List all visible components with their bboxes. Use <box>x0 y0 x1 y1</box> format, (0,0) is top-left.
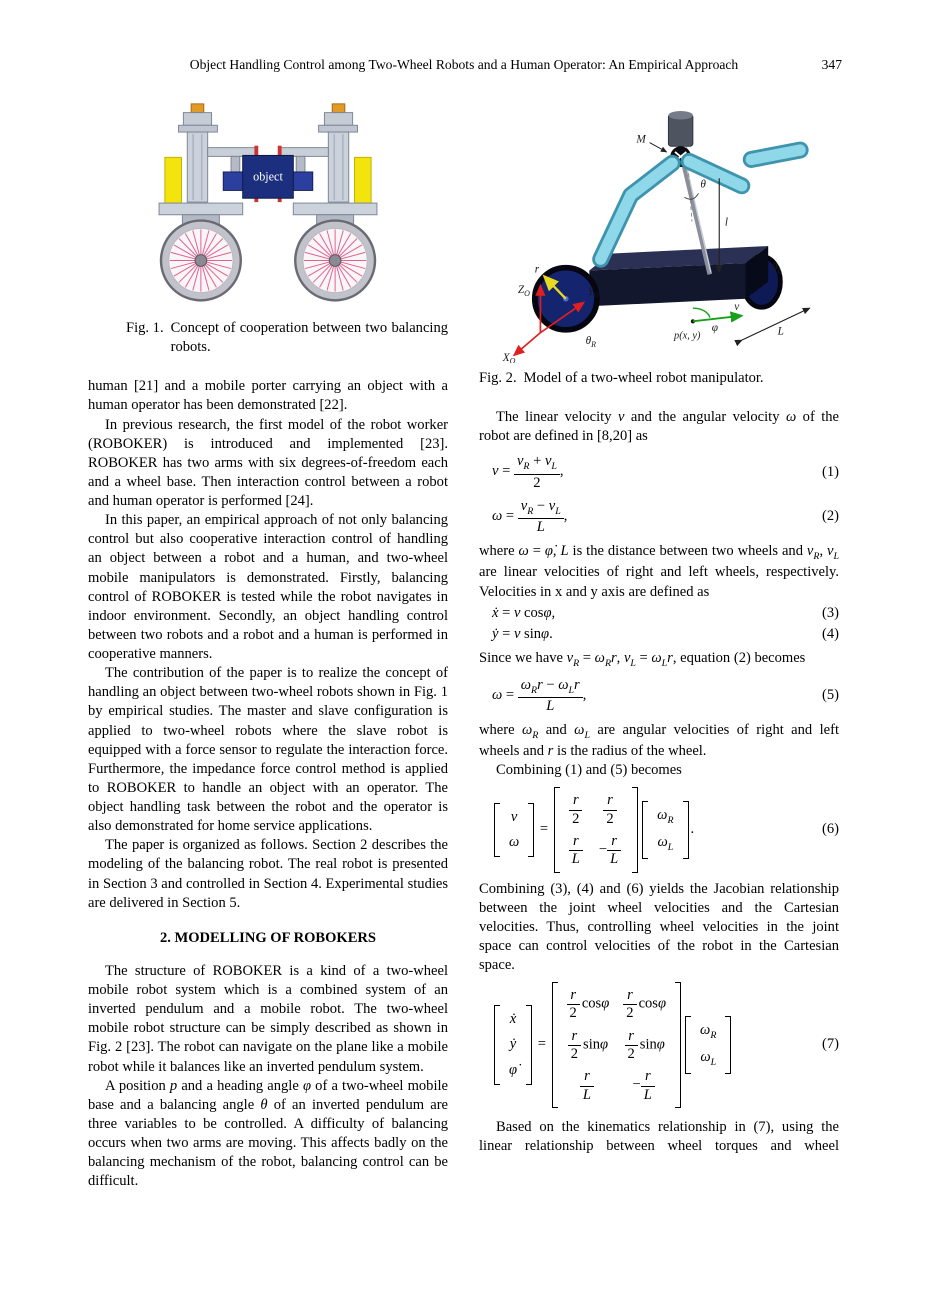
left-arm <box>601 163 673 259</box>
z-axis-label: $Z_O$ <box>517 284 530 298</box>
chassis <box>589 246 768 306</box>
equation-2 <box>479 498 839 536</box>
paragraph: The contribution of the paper is to realize the concept of handling an object between two-wheel robots shown in Fig. 1 by empirical studies. The master and slave configuration is applied to two-wheel robots where the slave robot is equipped with a force sensor to regulate the interaction force. Furthermore, the impedance force control method is applied to ROBOKER to handle an object with an operator. The object handling task between the robot and the operator is also demonstrated for home service applications. <box>88 665 448 835</box>
paragraph: The paper is organized as follows. Section 2 describes the modeling of the balancing robot. The real robot is presented in Section 3 and controlled in Section 4. Experimental studies are delivered in Section 5. <box>88 837 448 911</box>
equation-body: v = $\frac{v_R + v_L}{2}$ , <box>492 453 564 491</box>
figure-2 <box>479 99 839 363</box>
running-title: Object Handling Control among Two-Wheel Robots and a Human Operator: An Empirical Approach <box>189 57 739 72</box>
equation-7 <box>479 982 839 1108</box>
figure-2-illustration <box>499 99 819 363</box>
figure-1-caption-text: Concept of cooperation between two balancing robots. <box>170 320 448 356</box>
heading-angle-arc <box>693 308 710 317</box>
equation-3 <box>479 604 839 623</box>
equation-number: (3) <box>822 604 839 621</box>
head-cylinder <box>668 111 692 146</box>
section-heading: 2. MODELLING OF ROBOKERS <box>159 929 377 946</box>
equation-body: ω = $\frac{v_R - v_L}{L}$ , <box>492 497 568 536</box>
figure-1-illustration <box>122 99 414 313</box>
right-column <box>479 99 839 1191</box>
figure-2-caption-label: Fig. 2. <box>479 370 517 386</box>
equation-number: (6) <box>822 821 839 838</box>
velocity-label: v <box>734 301 740 314</box>
paragraph: Since we have $v_R = \omega_Rr$, $v_L = \omega_Lr$, equation (2) becomes <box>479 649 806 669</box>
running-header <box>88 57 840 75</box>
velocity-arrow <box>693 316 742 322</box>
figure-1-caption-label: Fig. 1. <box>126 320 164 336</box>
figure-2-caption <box>479 369 839 388</box>
equation-body: ẋ ẏ φ̇ = $\frac{r}{2}$ cosφ $\frac{r}{2}$ cosφ $\frac{r}{2}$ sinφ $\frac{r}{2}$ sinφ $\frac{r}{L}$ − $\frac{r}{L}$ $\omega_R$ $\omega_L$ <box>479 982 805 1108</box>
heading-angle-label: φ <box>711 321 718 334</box>
equation-body: v ω = $\frac{r}{2}$ $\frac{r}{2}$ $\frac{r}{L}$ − $\frac{r}{L}$ $\omega_R$ $\omega_L$. <box>479 787 805 872</box>
position-label: p(x, y) <box>674 330 701 342</box>
pendulum-length-label: l <box>724 216 729 229</box>
tilt-angle-label: θ <box>700 178 706 191</box>
equation-number: (2) <box>822 508 839 525</box>
figure-1-caption <box>126 319 448 357</box>
wheel-base-arrow <box>742 308 810 340</box>
paragraph: In this paper, an empirical approach of not only balancing control but also cooperative interaction control of handling an object between a robot and a human, and two-wheel mobile manipulators is demonstrated. Firstly, balancing control of ROBOKER is tested while the robot navigates in indoor environment. Secondly, an object handling control between two robots and a robot and a human is performed in cooperative manners. <box>88 512 448 662</box>
equation-number: (4) <box>822 625 839 642</box>
equation-number: (5) <box>822 686 839 703</box>
wheel-base-label: L <box>777 325 784 338</box>
paragraph: Combining (1) and (5) becomes <box>496 762 682 779</box>
equation-4 <box>479 625 839 644</box>
y-axis-label: $Y_0$ <box>587 286 598 300</box>
paragraph: where $\omega_R$ and $\omega_L$ are angular velocities of right and left wheels and r is the radius of the wheel. <box>479 722 839 760</box>
equation-body: ẋ = v cosφ, <box>492 604 556 621</box>
equation-5 <box>479 677 839 715</box>
left-column <box>88 99 448 1191</box>
equation-1 <box>479 453 839 491</box>
paragraph: human [21] and a mobile porter carrying an object with a human operator has been demonstrated [22]. <box>88 378 448 414</box>
object-box <box>243 155 294 198</box>
robot-right <box>278 104 377 300</box>
robot-left <box>159 104 258 300</box>
x-axis-label: $X_O$ <box>502 351 516 363</box>
object-label: object <box>253 169 283 184</box>
left-wheel-angle-label: $\theta_L$ <box>771 261 782 276</box>
page-number: 347 <box>821 57 842 72</box>
mass-label: M <box>636 133 646 146</box>
paragraph: In previous research, the first model of the robot worker (ROBOKER) is introduced and implemented [23]. ROBOKER has two arms with six degrees-of-freedom each and a wheel base. Then interaction control between a robot and human operator is performed [24]. <box>88 416 448 509</box>
figure-1 <box>88 99 448 313</box>
paragraph: Combining (3), (4) and (6) yields the Jacobian relationship between the joint wheel velocities and the Cartesian velocities. Thus, controlling wheel velocities in the joint space can control velocities of the robot in the Cartesian space. <box>479 880 839 974</box>
paragraph: The linear velocity v and the angular velocity ω of the robot are defined in [8,20] as <box>479 409 840 445</box>
paragraph: The structure of ROBOKER is a kind of a two-wheel mobile robot system which is a combined system of an inverted pendulum and a mobile robot. The two-wheel mobile robot structure can be simply described as shown in Fig. 2 [23]. The robot can navigate on the plane like a mobile robot while it balances like an inverted pendulum system. <box>88 962 448 1075</box>
paragraph: where ω = φ̇, L is the distance between two wheels and $v_R$, $v_L$ are linear velocities of right and left wheels, respectively. Velocities in x and y axis are defined as <box>479 543 839 600</box>
figure-2-caption-text: Model of a two-wheel robot manipulator. <box>523 370 764 386</box>
mass-pointer-arrow <box>650 143 667 152</box>
equation-6 <box>479 787 839 872</box>
paragraph: A position p and a heading angle φ of a two-wheel mobile base and a balancing angle θ of an inverted pendulum are three variables to be controlled. A difficulty of balancing occurs when two arms are moving. This affects badly on the balancing mechanism of the robot, balancing control can be difficult. <box>88 1077 448 1190</box>
right-wheel-angle-label: $\theta_R$ <box>585 334 597 349</box>
equation-number: (7) <box>822 1036 839 1053</box>
equation-body: ω = $\frac{\omega_Rr - \omega_Lr}{L}$ , <box>492 676 587 715</box>
paragraph: Based on the kinematics relationship in (7), using the linear relationship between wheel torques and wheel <box>479 1118 839 1154</box>
equation-number: (1) <box>822 463 839 480</box>
wheel-radius-label: r <box>534 263 540 276</box>
equation-body: ẏ = v sinφ. <box>492 625 553 642</box>
